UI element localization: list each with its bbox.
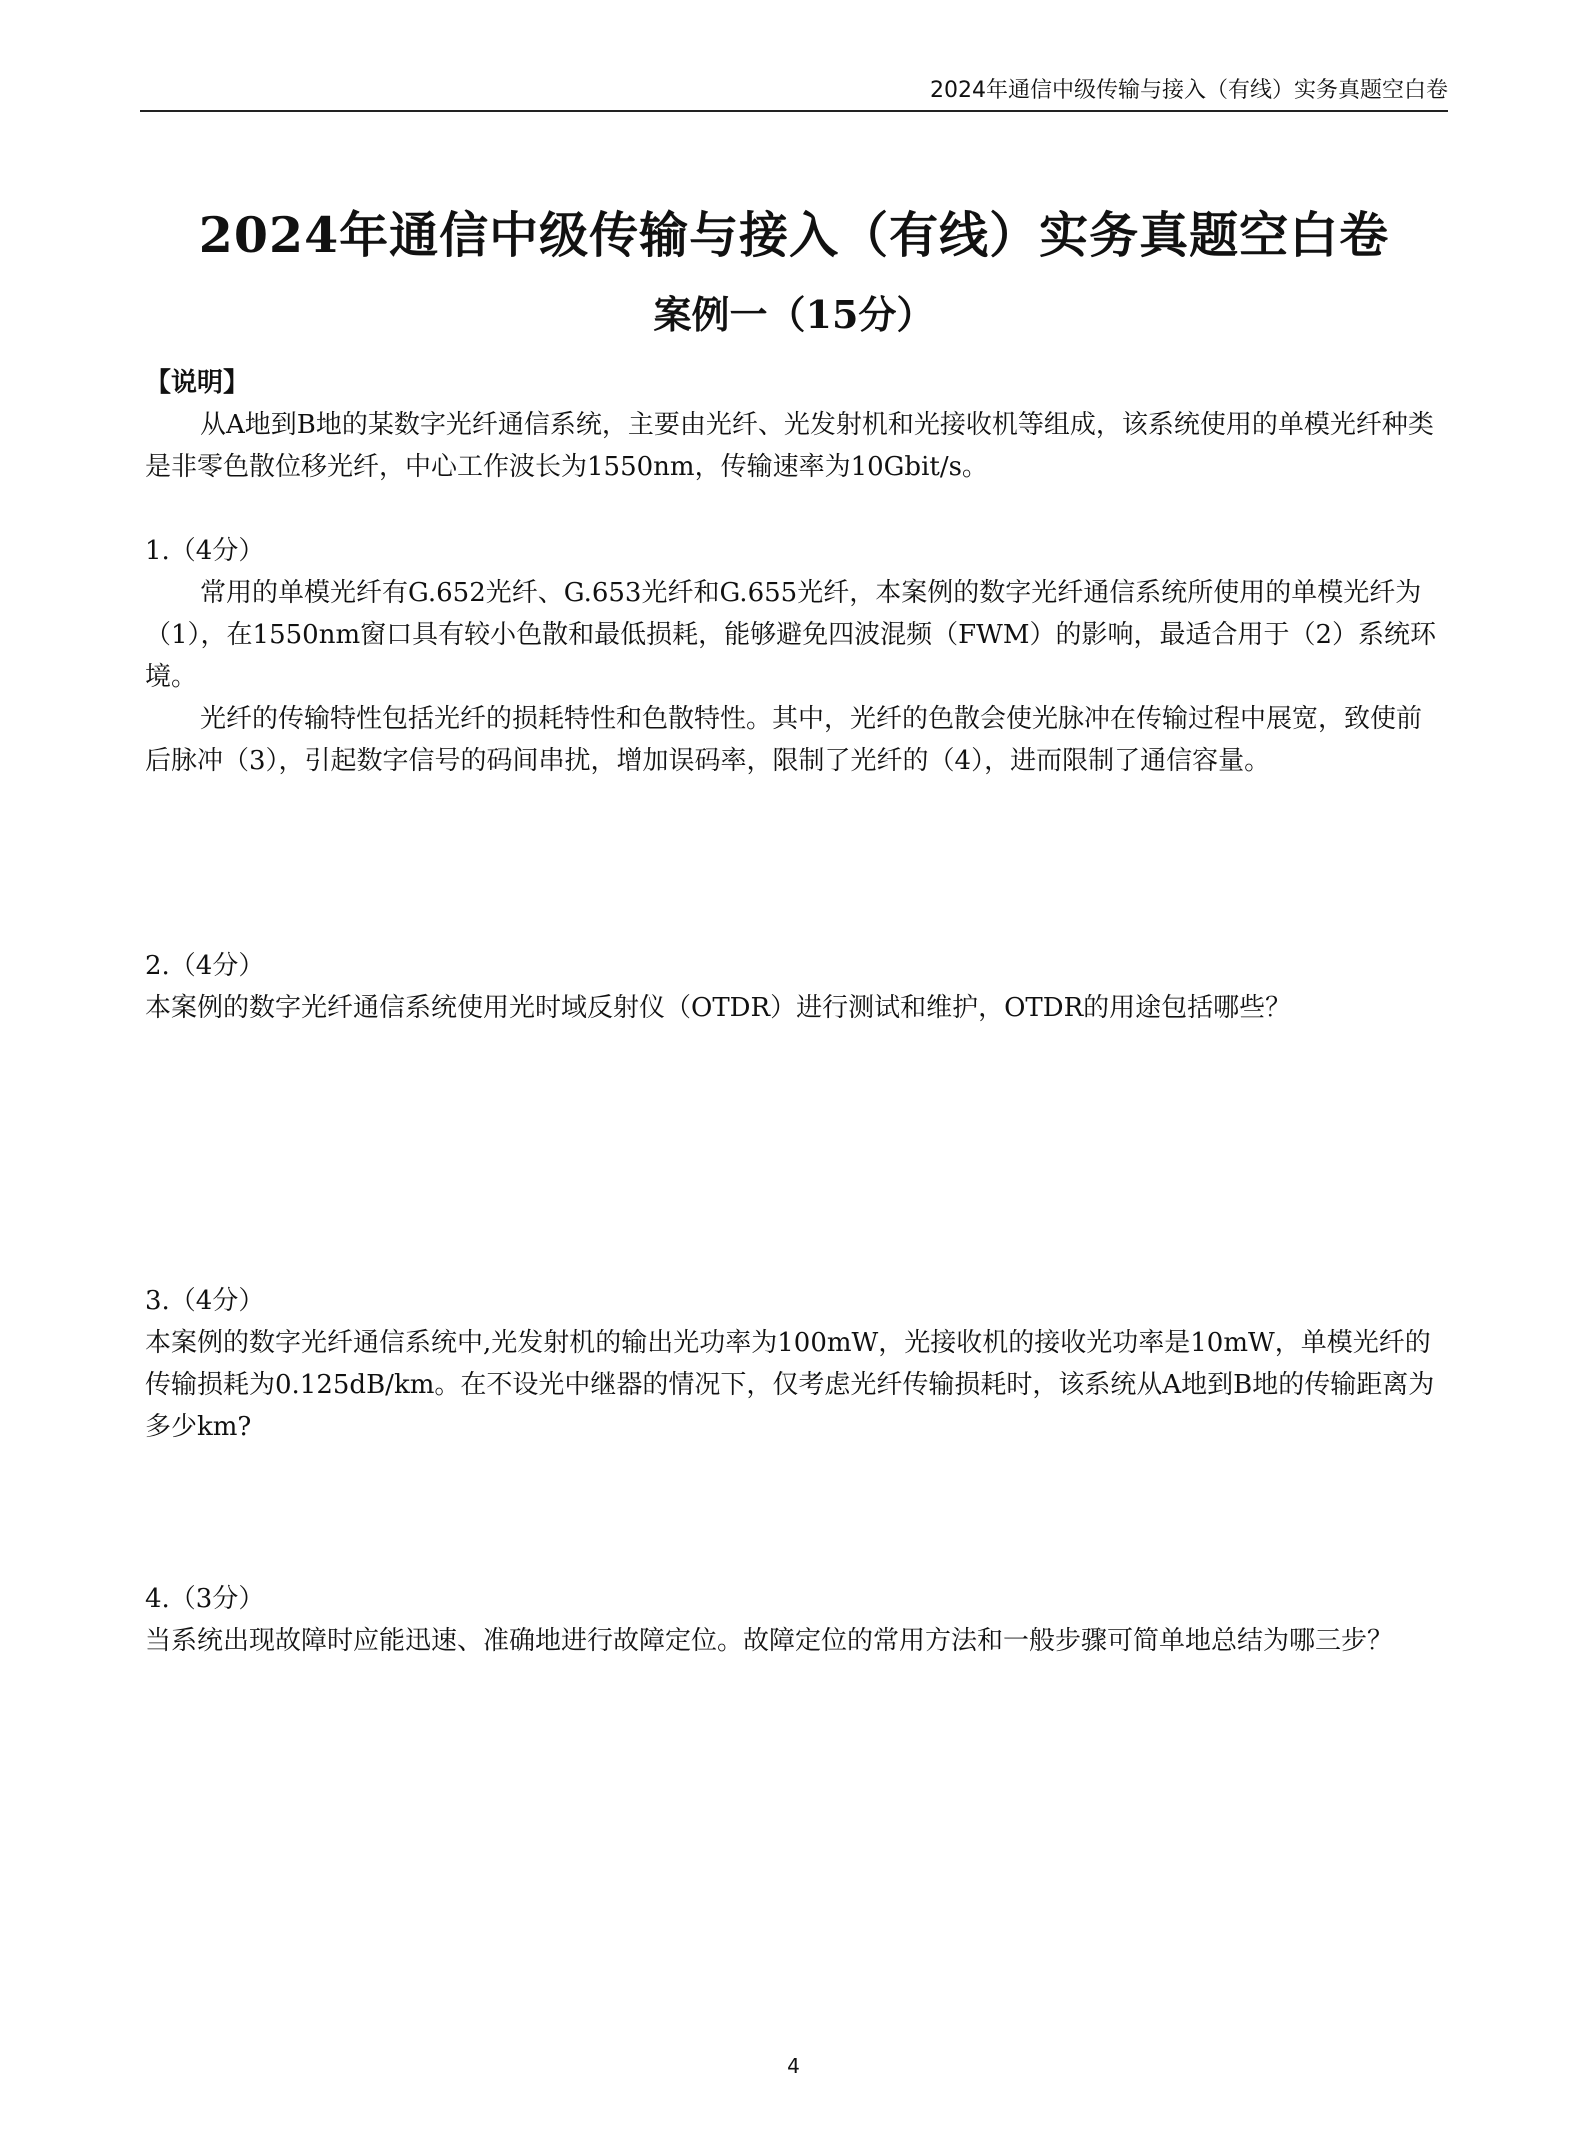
question-2-paragraph-1: 本案例的数字光纤通信系统使用光时域反射仪（OTDR）进行测试和维护，OTDR的用途包括哪些？ [145, 993, 1292, 1023]
question-3 [145, 1280, 1445, 1448]
question-1-paragraph-1: 常用的单模光纤有G.652光纤、G.653光纤和G.655光纤，本案例的数字光纤通信系统所使用的单模光纤为（1），在1550nm窗口具有较小色散和最低损耗，能够避免四波混频（FWM）的影响，最适合用于（2）系统环境。 [145, 578, 1437, 692]
question-1-heading: 1.（4分） [145, 536, 265, 566]
running-header-text: 2024年通信中级传输与接入（有线）实务真题空白卷 [930, 78, 1448, 103]
page-title: 2024年通信中级传输与接入（有线）实务真题空白卷 [198, 206, 1390, 264]
page-number: 4 [787, 2054, 800, 2078]
question-1-paragraph-2: 光纤的传输特性包括光纤的损耗特性和色散特性。其中，光纤的色散会使光脉冲在传输过程中展宽，致使前后脉冲（3），引起数字信号的码间串扰，增加误码率，限制了光纤的（4），进而限制了通信容量。 [145, 704, 1423, 776]
question-4-paragraph-1: 当系统出现故障时应能迅速、准确地进行故障定位。故障定位的常用方法和一般步骤可简单地总结为哪三步？ [145, 1626, 1394, 1656]
running-header [140, 72, 1448, 112]
description-text: 从A地到B地的某数字光纤通信系统，主要由光纤、光发射机和光接收机等组成，该系统使用的单模光纤种类是非零色散位移光纤，中心工作波长为1550nm，传输速率为10Gbit/s。 [145, 410, 1434, 482]
question-4-heading: 4.（3分） [145, 1584, 265, 1614]
case-title: 案例一（15分） [653, 292, 935, 337]
question-2 [145, 945, 1445, 1029]
question-3-paragraph-1: 本案例的数字光纤通信系统中,光发射机的输出光功率为100mW，光接收机的接收光功率是10mW，单模光纤的传输损耗为0.125dB/km。在不设光中继器的情况下，仅考虑光纤传输损耗时，该系统从A地到B地的传输距离为多少km? [145, 1328, 1435, 1442]
question-2-heading: 2.（4分） [145, 951, 265, 981]
question-3-heading: 3.（4分） [145, 1286, 265, 1316]
question-1 [145, 530, 1445, 782]
description-label: 【说明】 [145, 368, 250, 398]
description-section [145, 362, 1445, 488]
question-4 [145, 1578, 1445, 1662]
